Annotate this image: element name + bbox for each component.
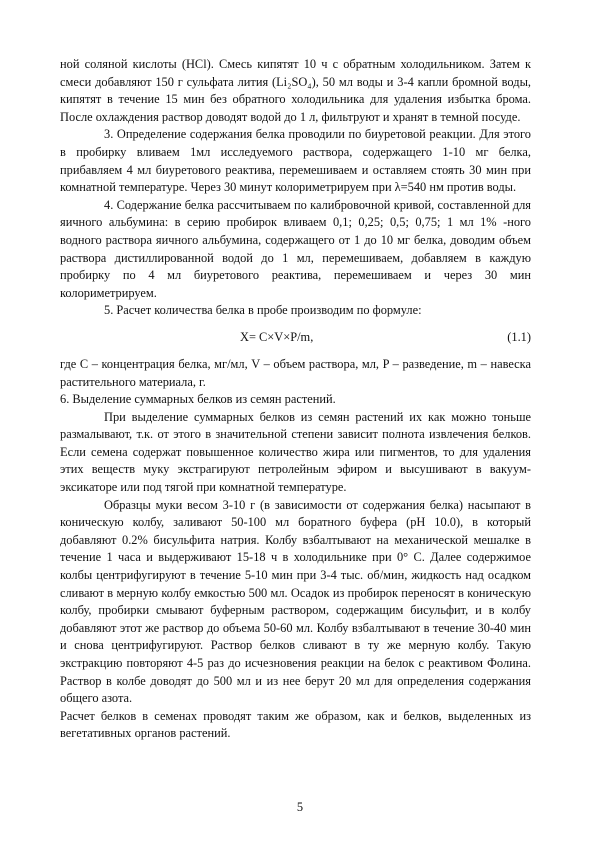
paragraph-seed-grinding: При выделение суммарных белков из семян растений их как можно тоньше размалывают, т.к. от этого в значительной степени зависит полнота извлечения белков. Если семена содержат повышенное количество жира или пигментов, то для удаления этих веществ муку экстрагируют петролейным эфиром и высушивают в вакуум-эксикаторе или под тягой при комнатной температуре. xyxy=(60,409,531,495)
page-number: 5 xyxy=(296,800,304,814)
paragraph-formula-legend: где С – концентрация белка, мг/мл, V – объем раствора, мл, P – разведение, m – навеска растительного материала, г. xyxy=(60,356,531,389)
formula-block xyxy=(60,320,531,356)
formula-expression: X= C×V×P/m, xyxy=(240,329,314,344)
document-body xyxy=(60,56,531,743)
paragraph-step-3: 3. Определение содержания белка проводили по биуретовой реакции. Для этого в пробирку вливаем 1мл исследуемого раствора, содержащего 1-10 мг белка, прибавляем 4 мл биуретового реактива, перемешиваем и оставляем стоять 30 мин при комнатной температуре. Через 30 минут колориметрируем при λ=540 нм против воды. xyxy=(60,127,531,195)
paragraph-reagent-prep: ной соляной кислоты (HCl). Смесь кипятят 10 ч с обратным холодильником. Затем к смеси добавляют 150 г сульфата лития (Li₂SO₄), 50 мл воды и 3-4 капли бромной воды, кипятят в течение 15 мин без обратного холодильника для удаления избытка брома. После охлаждения раствор доводят водой до 1 л, фильтруют и хранят в темной посуде. xyxy=(60,57,531,124)
formula-number: (1.1) xyxy=(507,329,531,344)
paragraph-extraction-procedure: Образцы муки весом 3-10 г (в зависимости от содержания белка) насыпают в коническую колбу, заливают 50-100 мл боратного буфера (рН 10.0), в который добавляют 0.2% бисульфита натрия. Колбу взбалтывают на механической мешалке в течение 1 часа и выдерживают 15-18 ч в холодильнике при 0° С. Далее содержимое колбы центрифугируют в течение 5-10 мин при 3-4 тыс. об/мин, жидкость над осадком сливают в мерную колбу емкостью 500 мл. Осадок из пробирок переносят в коническую колбу, пробирки смывают буферным раствором, содержащим бисульфит, и в колбу добавляют этот же раствор до объема 50-60 мл. Колбу взбалтывают в течение 30-40 мин и снова центрифугируют. Раствор белков сливают в ту же мерную колбу. Такую экстракцию повторяют 4-5 раз до исчезновения реакции на белок с реактивом Фолина. Раствор в колбе доводят до 500 мл и из нее берут 20 мл для определения содержания общего азота. xyxy=(60,497,531,706)
paragraph-calculation-note: Расчет белков в семенах проводят таким же образом, как и белков, выделенных из вегетативных органов растений. xyxy=(60,708,531,741)
paragraph-step-4: 4. Содержание белка рассчитываем по калибровочной кривой, составленной для яичного альбумина: в серию пробирок вливаем 0,1; 0,25; 0,5; 0,75; 1 мл 1% -ного водного раствора яичного альбумина, содержащего от 1 до 10 мг белка, доводим объем раствора дистиллированной водой до 1 мл, перемешиваем, добавляем в каждую пробирку по 4 мл биуретового реактива, перемешиваем и через 30 мин колориметрируем. xyxy=(60,197,531,300)
paragraph-step-6-heading: 6. Выделение суммарных белков из семян растений. xyxy=(60,392,336,407)
paragraph-step-5: 5. Расчет количества белка в пробе производим по формуле: xyxy=(104,303,422,318)
